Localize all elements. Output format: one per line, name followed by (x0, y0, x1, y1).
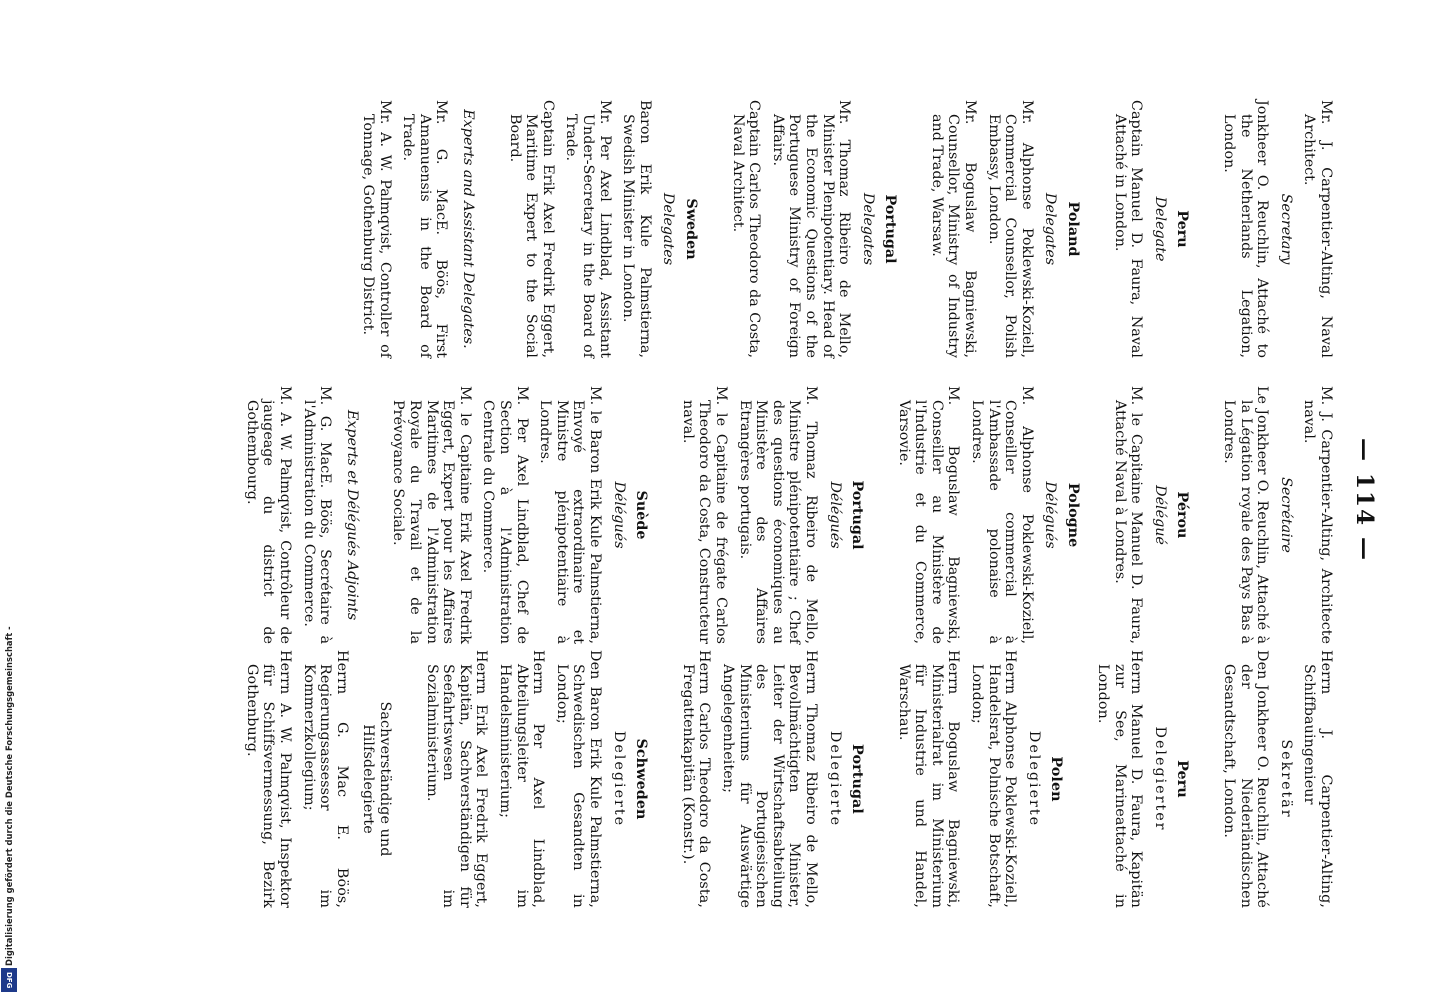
country-heading-sweden: Sweden (682, 198, 699, 260)
experts-heading: Experts et Délégués Adjoints (343, 409, 360, 621)
entry-ribeiro-de-mello: M. Thomaz Ribeiro de Mello, Ministre plénipotentiaire ; Chef des questions économiques au Ministère des Affaires Etrangères portugais. (736, 386, 819, 644)
entry-eggert: M. le Capitaine Erik Axel Fredrik Eggert, Expert pour les Affaires Maritimes de l'Administration Royale du Travail et de la Prévoyance Sociale. (390, 386, 473, 644)
entry-bagniewski: Mr. Boguslaw Bagniewski, Counsellor, Ministry of Industry and Trade, Warsaw. (928, 100, 979, 358)
country-heading-sweden: Schweden (633, 738, 650, 820)
role-heading-peru: Delegate (1151, 196, 1168, 262)
entry-poklewski-koziell: Herrn Alphonse Poklewski-Koziell, Handelsrat, Polnische Botschaft, London; (969, 650, 1019, 908)
entry-palmqvist: M. A. W. Palmqvist, Contrôleur de jaugeage du district de Gothembourg. (243, 386, 294, 644)
entry-reuchlin: Le Jonkheer O. Reuchlin, Attaché à la Légation royale des Pays Bas à Londres. (1221, 386, 1271, 644)
country-heading-peru: Peru (1174, 210, 1191, 248)
entry-boos: Mr. G. MacE. Böös, First Amanuensis in the Board of Trade. (400, 100, 450, 358)
dfg-logo: DFG (1, 968, 17, 992)
entry-ribeiro-de-mello: Mr. Thomaz Ribeiro de Mello, Minister Plenipotentiary. Head of the Economic Questions of the Portuguese Ministry of Foreign Affairs. (769, 100, 853, 358)
role-heading-sweden: Delegates (660, 192, 677, 266)
entry-faura: Captain Manuel D. Faura, Naval Attaché in London. (1111, 100, 1145, 358)
role-heading-poland: Delegierte (1025, 730, 1042, 828)
experts-heading: Sachverständige und Hilfsdelegierte (360, 701, 394, 857)
entry-da-costa: Herrn Carlos Theodoro da Costa, Fregattenkapitän (Konstr.). (679, 650, 713, 908)
entry-ribeiro-de-mello: Herrn Thomaz Ribeiro de Mello, Bevollmächtigten Minister, Leiter der Wirtschaftsabteilung des Portugiesischen Ministeriums für Auswärtige Angelegenheiten; (719, 650, 819, 908)
role-heading-sweden: Delegierte (610, 730, 627, 828)
entry-palmqvist: Mr. A. W. Palmqvist, Controller of Tonnage, Gothenburg District. (360, 100, 393, 358)
entry-palmqvist: Herrn A. W. Palmqvist, Inspektor für Schiffsvermessung, Bezirk Gothenburg. (243, 650, 294, 908)
english-column (352, 100, 1334, 358)
role-heading-secretary: Sekretär (1277, 739, 1294, 819)
entry-boos: M. G. MacE. Böös, Secrétaire à l'Administration du Commerce. (300, 386, 334, 644)
entry-lindblad: Herrn Per Axel Lindblad, Abteilungsleiter im Handelsministerium; (497, 650, 547, 908)
entry-boos: Herrn G. Mac E. Böös, Regierungsassessor im Kommerzkollegium; (300, 650, 350, 908)
country-heading-peru: Pérou (1174, 491, 1191, 539)
entry-palmstierna: M. le Baron Erik Kule Palmstierna, Envoyé extraordinaire et Ministre plénipotentiaire à Londres. (537, 386, 603, 644)
role-heading-secretary: Secretary (1277, 193, 1294, 265)
role-heading-poland: Delegates (1042, 192, 1059, 266)
entry-poklewski-koziell: Mr. Alphonse Poklewski-Koziell, Commercial Counsellor, Polish Embassy, London. (985, 100, 1035, 358)
digitization-notice: Digitalisierung gefördert durch die Deutsche Forschungsgemeinschaft - (4, 626, 14, 966)
entry-reuchlin: Den Jonkheer O. Reuchlin, Attaché der Niederländischen Gesandtschaft, London. (1221, 650, 1271, 908)
country-heading-peru: Peru (1174, 760, 1191, 798)
role-heading-poland: Délégués (1042, 481, 1059, 549)
german-column (236, 650, 1334, 908)
entry-da-costa: Captain Carlos Theodoro da Costa, Naval Architect. (729, 100, 763, 358)
french-column (236, 386, 1334, 644)
entry-eggert: Captain Erik Axel Fredrik Eggert, Maritime Expert to the Social Board. (506, 100, 556, 358)
entry-bagniewski: Herrn Boguslaw Bagniewski, Ministerialrat im Ministerium für Industrie und Handel, Warschau. (895, 650, 962, 908)
role-heading-secretary: Secrétaire (1277, 477, 1294, 553)
entry-da-costa: M. le Capitaine de frégate Carlos Theodoro da Costa, Constructeur naval. (679, 386, 729, 644)
country-heading-portugal: Portugal (849, 480, 866, 550)
page-number: — 114 — (1351, 437, 1378, 563)
entry-faura: Herrn Manuel D. Faura, Kapitän zur See, Marineattaché in London. (1095, 650, 1145, 908)
entry-carpentier-alting: Mr. J. Carpentier-Alting, Naval Architect. (1301, 100, 1334, 358)
role-heading-peru: Delegierter (1151, 726, 1168, 832)
role-heading-sweden: Délégués (610, 481, 627, 549)
entry-palmstierna: Den Baron Erik Kule Palmstierna, Schwedischen Gesandten in London; (553, 650, 603, 908)
country-heading-poland: Pologne (1065, 482, 1082, 548)
entry-carpentier-alting: Herrn J. Carpentier-Alting, Schiffbauingenieur (1301, 650, 1334, 908)
country-heading-poland: Poland (1065, 201, 1082, 257)
country-heading-portugal: Portugal (882, 194, 899, 264)
entry-lindblad: M. Per Axel Lindblad, Chef de Section à l'Administration Centrale du Commerce. (480, 386, 530, 644)
entry-eggert: Herrn Erik Axel Fredrik Eggert, Kapitän, Sachverständigen für Seefahrtswesen im Sozialministerium. (423, 650, 490, 908)
entry-palmstierna: Baron Erik Kule Palmstierna, Swedish Minister in London. (620, 100, 653, 358)
country-heading-sweden: Suède (633, 490, 650, 540)
role-heading-peru: Délégué (1151, 485, 1168, 545)
role-heading-portugal: Delegierte (826, 730, 843, 828)
role-heading-portugal: Delegates (859, 192, 876, 266)
entry-reuchlin: Jonkheer O. Reuchlin, Attaché to the Netherlands Legation, London. (1221, 100, 1271, 358)
entry-carpentier-alting: M. J. Carpentier-Alting, Architecte naval. (1301, 386, 1334, 644)
role-heading-portugal: Délégués (826, 481, 843, 549)
entry-poklewski-koziell: M. Alphonse Poklewski-Koziell, Conseiller commercial à l'Ambassade polonaise à Londres. (969, 386, 1035, 644)
country-heading-poland: Polen (1048, 756, 1065, 802)
entry-lindblad: Mr. Per Axel Lindblad, Assistant Under-Secretary in the Board of Trade. (563, 100, 613, 358)
entry-faura: M. le Capitaine Manuel D. Faura, Attaché Naval à Londres. (1111, 386, 1145, 644)
country-heading-portugal: Portugal (849, 744, 866, 814)
entry-bagniewski: M. Boguslaw Bagniewski, Conseiller au Ministère de l'Industrie et du Commerce, Varsovie. (895, 386, 962, 644)
experts-heading: Experts and Assistant Delegates. (460, 109, 477, 349)
